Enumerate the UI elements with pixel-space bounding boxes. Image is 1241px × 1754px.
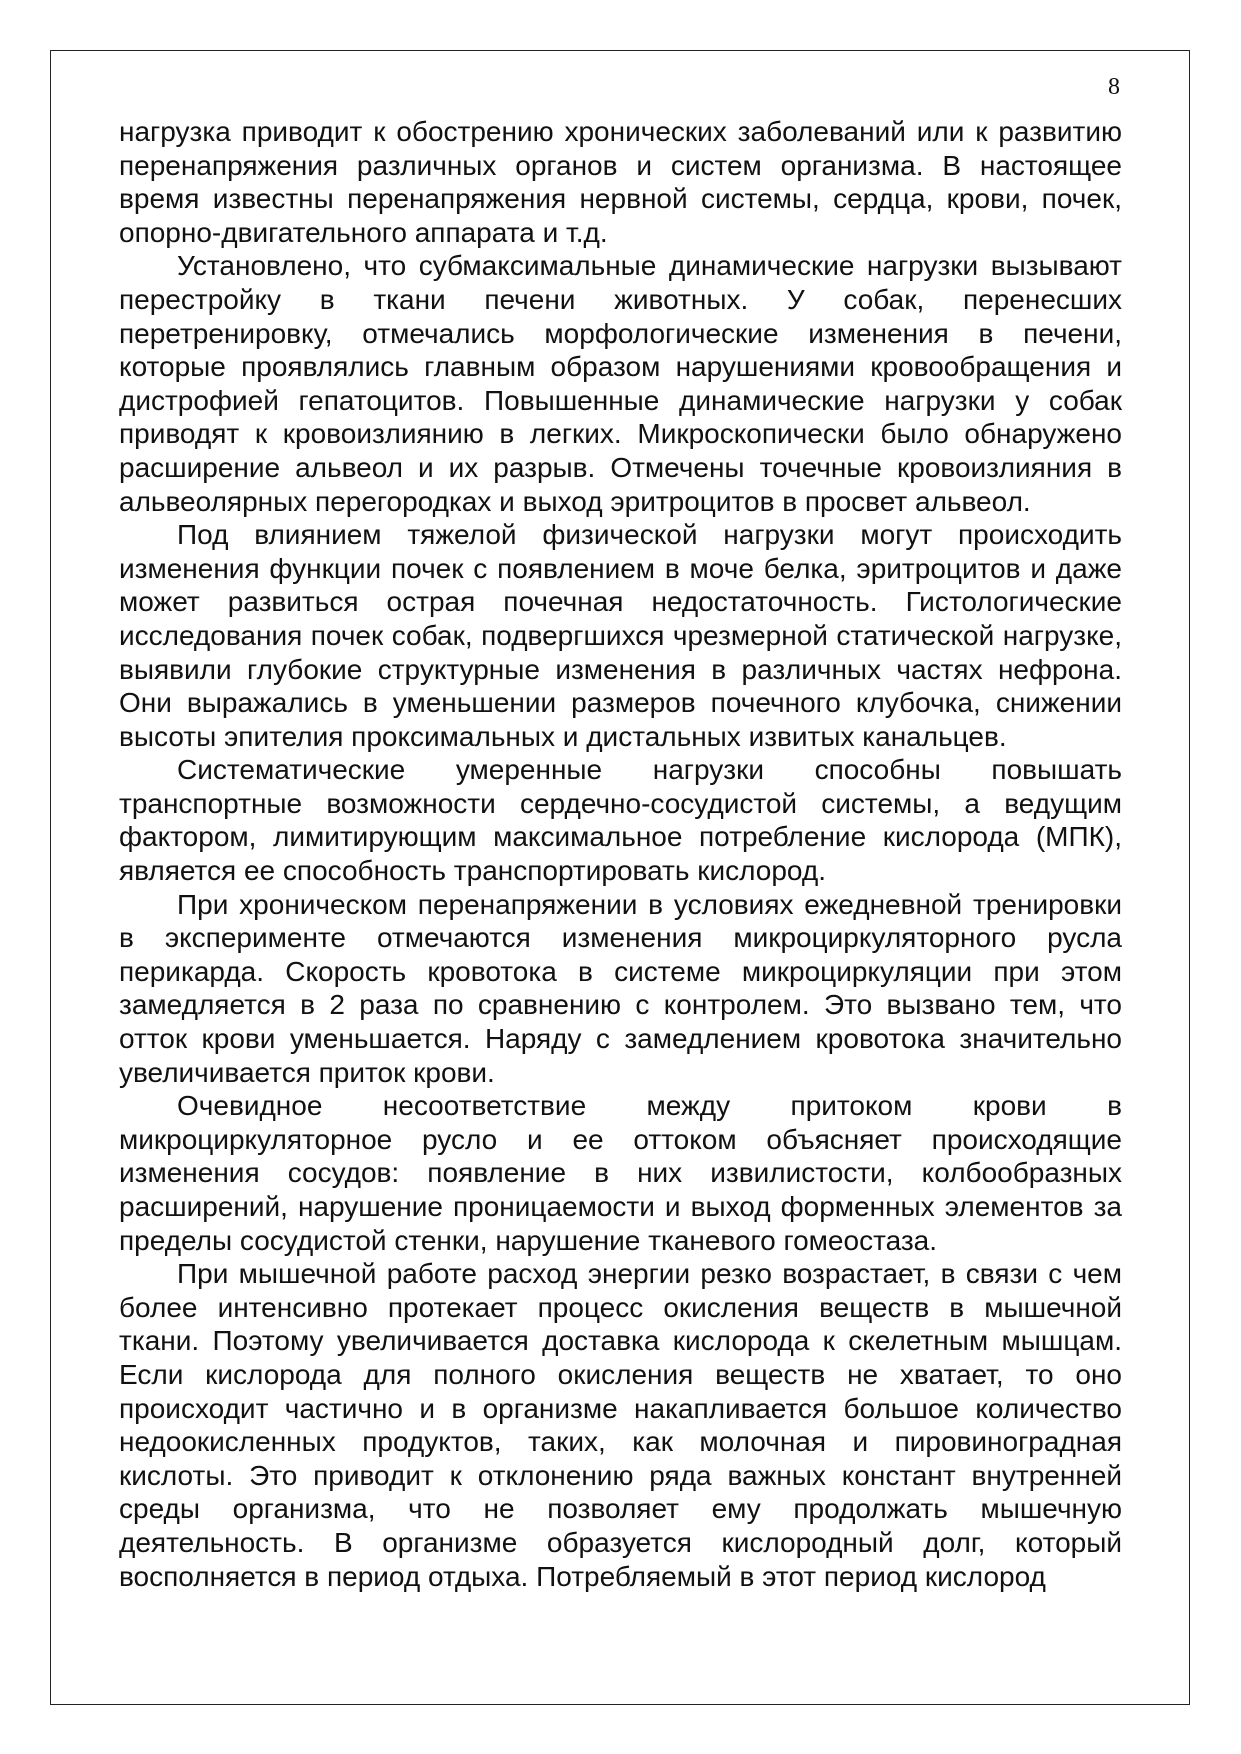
paragraph-vessel-changes: Очевидное несоответствие между притоком крови в микроциркуляторное русло и ее оттоком объясняет происходящие изменения сосудов: появление в них извилистости, колбообразных расширений, нарушение проницаемости и выход форменных элементов за пределы сосудистой стенки, нарушение тканевого гомеостаза. [119, 1090, 1122, 1256]
page-number: 8 [1108, 74, 1120, 100]
paragraph-oxygen-debt: При мышечной работе расход энергии резко возрастает, в связи с чем более интенсивно протекает процесс окисления веществ в мышечной ткани. Поэтому увеличивается доставка кислорода к скелетным мышцам. Если кислорода для полного окисления веществ не хватает, то оно происходит частично и в организме накапливается большое количество недоокисленных продуктов, таких, как молочная и пировиноградная кислоты. Это приводит к отклонению ряда важных констант внутренней среды организма, что не позволяет ему продолжать мышечную деятельность. В организме образуется кислородный долг, который восполняется в период отдыха. Потребляемый в этот период кислород [119, 1258, 1122, 1592]
body-text [119, 115, 1122, 1593]
paragraph-cardiovascular-capacity: Систематические умеренные нагрузки способны повышать транспортные возможности сердечно-сосудистой системы, а ведущим фактором, лимитирующим максимальное потребление кислорода (МПК), является ее способность транспортировать кислород. [119, 754, 1122, 887]
paragraph-continuation: нагрузка приводит к обострению хронических заболеваний или к развитию перенапряжения различных органов и систем организма. В настоящее время известны перенапряжения нервной системы, сердца, крови, почек, опорно-двигательного аппарата и т.д. [119, 116, 1122, 248]
paragraph-microcirculation: При хроническом перенапряжении в условиях ежедневной тренировки в эксперименте отмечаются изменения микроциркуляторного русла перикарда. Скорость кровотока в системе микроциркуляции при этом замедляется в 2 раза по сравнению с контролем. Это вызвано тем, что отток крови уменьшается. Наряду с замедлением кровотока значительно увеличивается приток крови. [119, 888, 1122, 1088]
paragraph-kidney-changes: Под влиянием тяжелой физической нагрузки могут происходить изменения функции почек с появлением в моче белка, эритроцитов и даже может развиться острая почечная недостаточность. Гистологические исследования почек собак, подвергшихся чрезмерной статической нагрузке, выявили глубокие структурные изменения в различных частях нефрона. Они выражались в уменьшении размеров почечного клубочка, снижении высоты эпителия проксимальных и дистальных извитых канальцев. [119, 519, 1122, 752]
paragraph-liver-changes: Установлено, что субмаксимальные динамические нагрузки вызывают перестройку в ткани печени животных. У собак, перенесших перетренировку, отмечались морфологические изменения в печени, которые проявлялись главным образом нарушениями кровообращения и дистрофией гепатоцитов. Повышенные динамические нагрузки у собак приводят к кровоизлиянию в легких. Микроскопически было обнаружено расширение альвеол и их разрыв. Отмечены точечные кровоизлияния в альвеолярных перегородках и выход эритроцитов в просвет альвеол. [119, 250, 1122, 517]
